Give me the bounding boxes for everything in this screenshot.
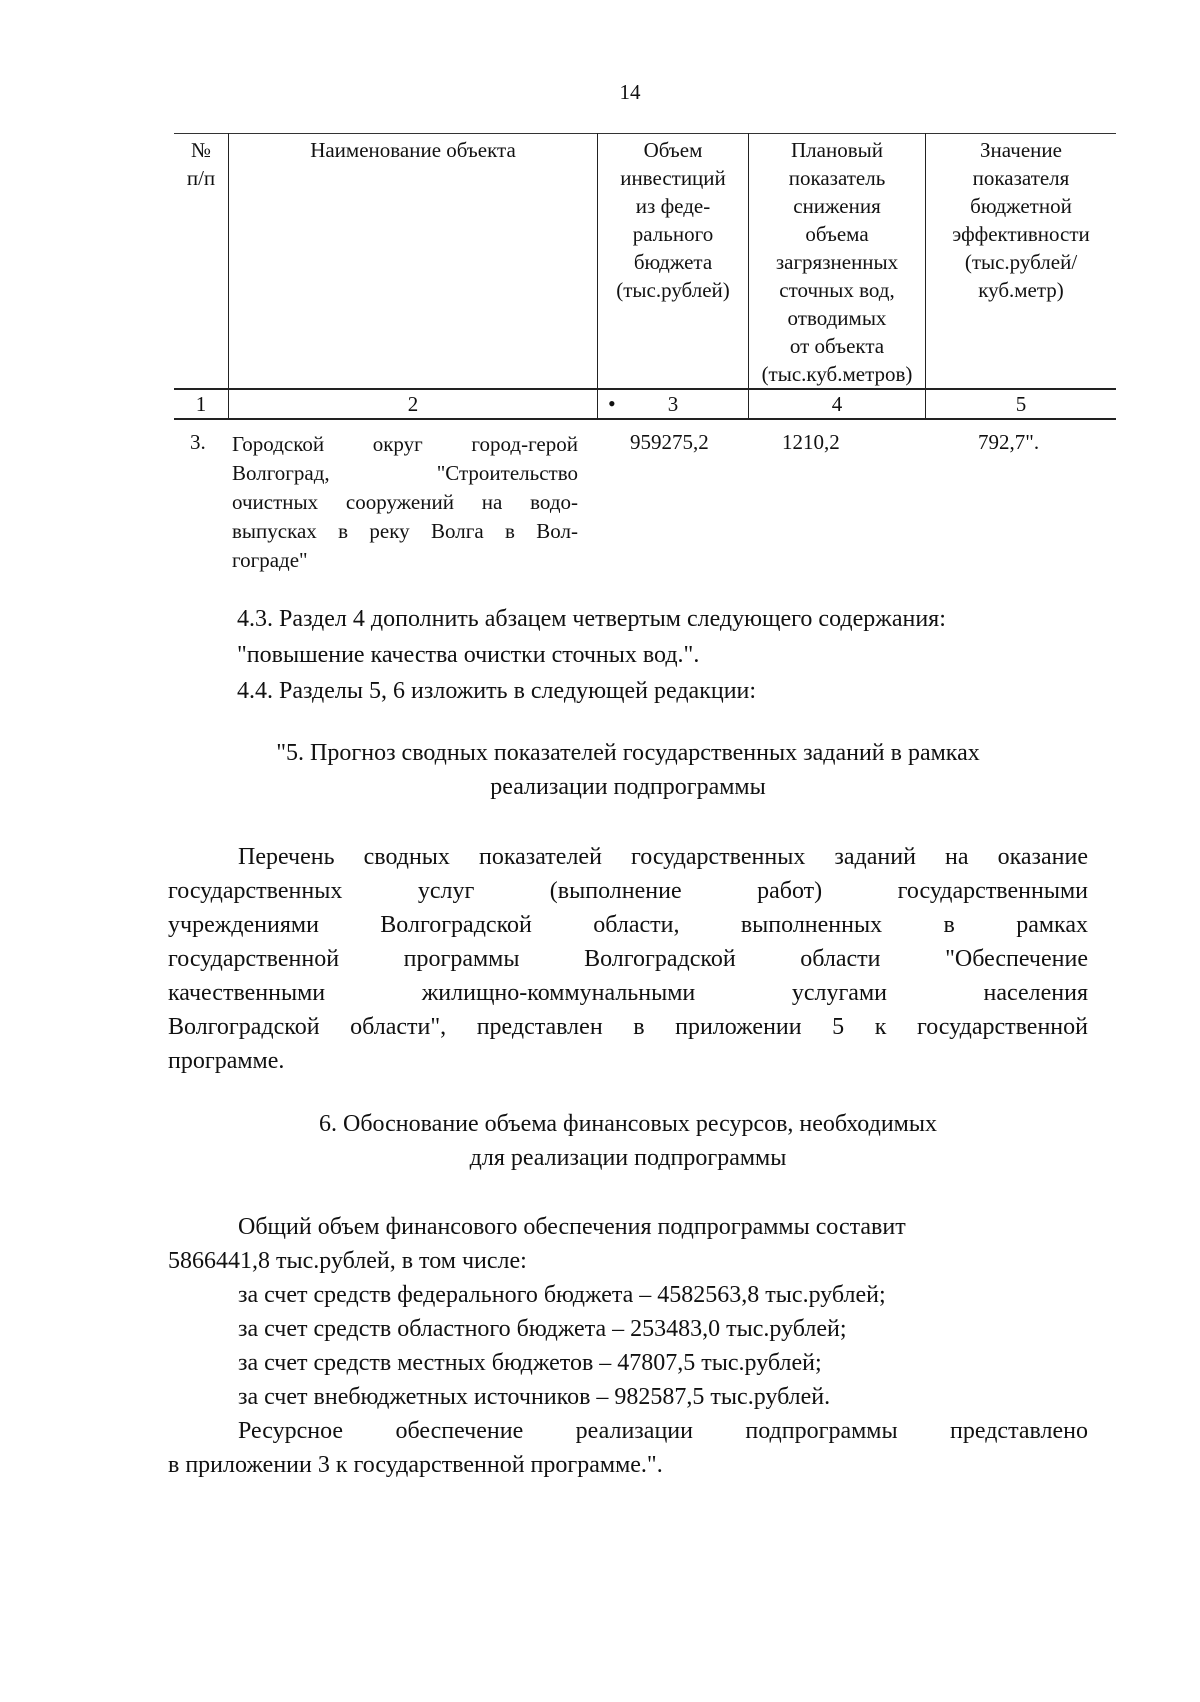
row-investment: 959275,2 (630, 430, 709, 454)
regional-budget-line: за счет средств областного бюджета – 253483,0 тыс.рублей; (238, 1316, 847, 1342)
section-5-body: Перечень сводных показателей государственных заданий на оказание государственных услуг (выполнение работ) государственными учреждениями Волгоградской области, выполненных в рамках государственной программы Волгоградской области "Обеспечение качественными жилищно-коммунальными услугами населения Волгоградской области", представлен в приложении 5 к государственной программе. (168, 844, 1088, 1074)
section-6-body: Общий объем финансового обеспечения подпрограммы составит 5866441,8 тыс.рублей, в том числе: за счет средств федерального бюджета – 4582563,8 тыс.рублей; за счет средств областного бюджета – 253483,0 тыс.рублей; за счет средств местных бюджетов – 47807,5 тыс.рублей; за счет внебюджетных источников – 982587,5 тыс.рублей. Ресурсное обеспечение реализации подпрограммы представлено в приложении 3 к государственной программе.". (168, 1214, 1088, 1478)
column-number-row (174, 389, 1116, 419)
column-number: 2 (229, 389, 598, 419)
local-budget-line: за счет средств местных бюджетов – 47807,5 тыс.рублей; (238, 1350, 822, 1376)
table-header-row (174, 134, 1116, 390)
paragraph-4-3-quote: "повышение качества очистки сточных вод.". (237, 642, 700, 668)
column-number: 4 (749, 389, 926, 419)
column-number: 5 (926, 389, 1117, 419)
row-number: 3. (190, 430, 206, 454)
section-6-title: 6. Обоснование объема финансовых ресурсов, необходимых для реализации подпрограммы (319, 1111, 937, 1171)
header-reduction: Плановый показатель снижения объема загрязненных сточных вод, отводимых от объекта (тыс.куб.метров) (749, 134, 926, 390)
row-object-name: Городской округ город-герой Волгоград, "Строительство очистных сооружений на водо- выпусках в реку Волга в Вол- гограде" (232, 432, 578, 572)
header-object-name: Наименование объекта (229, 134, 598, 390)
header-efficiency: Значение показателя бюджетной эффективности (тыс.рублей/ куб.метр) (926, 134, 1117, 390)
paragraph-4-4: 4.4. Разделы 5, 6 изложить в следующей редакции: (237, 678, 757, 704)
row-reduction: 1210,2 (782, 430, 840, 454)
extra-budget-line: за счет внебюджетных источников – 982587,5 тыс.рублей. (238, 1384, 831, 1410)
header-investment: Объем инвестиций из феде- рального бюджета (тыс.рублей) (598, 134, 749, 390)
header-number: № п/п (174, 134, 229, 390)
paragraph-4-3: 4.3. Раздел 4 дополнить абзацем четвертым следующего содержания: (237, 606, 946, 632)
stray-dot: • (608, 391, 616, 416)
row-efficiency: 792,7". (978, 430, 1040, 454)
column-number: • 3 (598, 389, 749, 419)
objects-table (174, 133, 1116, 420)
section-5-title: "5. Прогноз сводных показателей государственных заданий в рамках реализации подпрограммы (276, 740, 980, 800)
page-number: 14 (619, 80, 641, 104)
column-number: 1 (174, 389, 229, 419)
federal-budget-line: за счет средств федерального бюджета – 4582563,8 тыс.рублей; (238, 1282, 886, 1308)
